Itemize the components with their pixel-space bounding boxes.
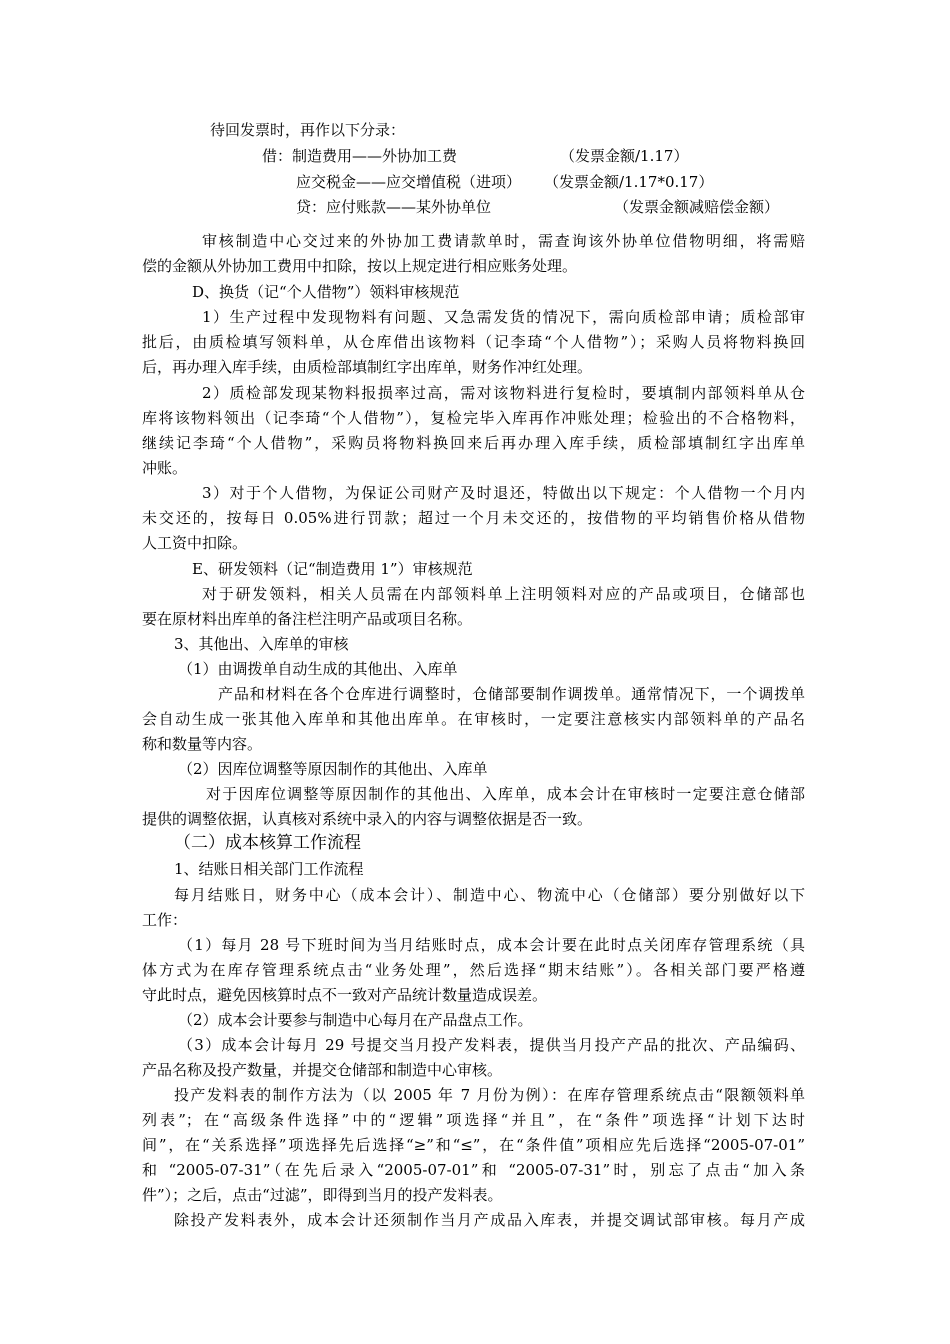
heading-section-2: （二）成本核算工作流程 (174, 833, 361, 853)
heading-3-2: （2）因库位调整等原因制作的其他出、入库单 (178, 760, 488, 778)
paragraph-d3: 3）对于个人借物，为保证公司财产及时退还，特做出以下规定：个人借物一个月内 (202, 484, 805, 502)
journal-intro: 待回发票时，再作以下分录： (210, 121, 406, 139)
journal-credit-account: 贷：应付账款——某外协单位 (296, 198, 492, 216)
paragraph-close: 每月结账日，财务中心（成本会计）、制造中心、物流中心（仓储部）要分别做好以下 (174, 886, 805, 904)
paragraph-method: 和 “2005-07-31”（在先后录入“2005-07-01”和 “2005-07-31”时，别忘了点击“加入条 (142, 1161, 805, 1179)
paragraph-e: 对于研发领料，相关人员需在内部领料单上注明领料对应的产品或项目，仓储部也 (202, 585, 805, 603)
paragraph-3-1: 产品和材料在各个仓库进行调整时，仓储部要制作调拨单。通常情况下，一个调拨单 (218, 685, 805, 703)
paragraph-e: 要在原材料出库单的备注栏注明产品或项目名称。 (142, 610, 473, 628)
heading-3: 3、其他出、入库单的审核 (174, 635, 349, 653)
paragraph-d2: 继续记李琦“个人借物”，采购员将物料换回来后再办理入库手续，质检部填制红字出库单 (142, 434, 805, 452)
paragraph-3-2: 提供的调整依据，认真核对系统中录入的内容与调整依据是否一致。 (142, 810, 593, 828)
paragraph-3-1: 称和数量等内容。 (142, 735, 263, 753)
paragraph-3-2: 对于因库位调整等原因制作的其他出、入库单，成本会计在审核时一定要注意仓储部 (206, 785, 805, 803)
paragraph-method: 件”）；之后，点击“过滤”，即得到当月的投产发料表。 (142, 1186, 503, 1204)
heading-3-1: （1）由调拨单自动生成的其他出、入库单 (178, 660, 458, 678)
heading-d: D、换货（记“个人借物”）领料审核规范 (192, 283, 460, 301)
paragraph-outsource: 偿的金额从外协加工费用中扣除，按以上规定进行相应账务处理。 (142, 257, 578, 275)
heading-e: E、研发领料（记“制造费用 1”）审核规范 (192, 560, 473, 578)
paragraph-c3: 产品名称及投产数量，并提交仓储部和制造中心审核。 (142, 1061, 503, 1079)
paragraph-outsource: 审核制造中心交过来的外协加工费请款单时，需查询该外协单位借物明细，将需赔 (202, 232, 805, 250)
paragraph-d3: 人工资中扣除。 (142, 534, 248, 552)
paragraph-3-1: 会自动生成一张其他入库单和其他出库单。在审核时，一定要注意核实内部领料单的产品名 (142, 710, 805, 728)
paragraph-c1: 体方式为在库存管理系统点击“业务处理”，然后选择“期末结账”）。各相关部门要严格遵 (142, 961, 805, 979)
paragraph-d2: 库将该物料领出（记李琦“个人借物”），复检完毕入库再作冲账处理；检验出的不合格物料， (142, 409, 805, 427)
journal-debit-amount: （发票金额/1.17） (560, 147, 689, 165)
paragraph-d1: 后，再办理入库手续，由质检部填制红字出库单，财务作冲红处理。 (142, 358, 593, 376)
paragraph-d1: 1）生产过程中发现物料有问题、又急需发货的情况下，需向质检部申请；质检部审 (202, 308, 805, 326)
paragraph-method: 间”，在“关系选择”项选择先后选择“≥”和“≤”，在“条件值”项相应先后选择“2005-07-01” (142, 1136, 805, 1154)
paragraph-close: 工作： (142, 911, 188, 929)
journal-credit-amount: （发票金额减赔偿金额） (614, 198, 780, 216)
paragraph-c1: 守此时点，避免因核算时点不一致对产品统计数量造成误差。 (142, 986, 548, 1004)
paragraph-last: 除投产发料表外，成本会计还须制作当月产成品入库表，并提交调试部审核。每月产成 (174, 1211, 805, 1229)
paragraph-d1: 批后，由质检填写领料单，从仓库借出该物料（记李琦“个人借物”）；采购人员将物料换回 (142, 333, 805, 351)
paragraph-d2: 2）质检部发现某物料报损率过高，需对该物料进行复检时，要填制内部领料单从仓 (202, 384, 805, 402)
journal-tax-amount: （发票金额/1.17*0.17） (544, 173, 714, 191)
paragraph-method: 投产发料表的制作方法为（以 2005 年 7 月份为例）：在库存管理系统点击“限额领料单 (174, 1086, 805, 1104)
heading-2-1: 1、结账日相关部门工作流程 (174, 860, 364, 878)
paragraph-d2: 冲账。 (142, 459, 188, 477)
paragraph-c2: （2）成本会计要参与制造中心每月在产品盘点工作。 (178, 1011, 533, 1029)
paragraph-d3: 未交还的，按每日 0.05%进行罚款；超过一个月未交还的，按借物的平均销售价格从借物 (142, 509, 805, 527)
paragraph-method: 列表”；在“高级条件选择”中的“逻辑”项选择“并且”，在“条件”项选择“计划下达时 (142, 1111, 805, 1129)
journal-debit-account: 借：制造费用——外协加工费 (262, 147, 458, 165)
paragraph-c3: （3）成本会计每月 29 号提交当月投产发料表，提供当月投产产品的批次、产品编码、 (178, 1036, 805, 1054)
journal-tax-account: 应交税金——应交增值税（进项） (296, 173, 522, 191)
paragraph-c1: （1）每月 28 号下班时间为当月结账时点，成本会计要在此时点关闭库存管理系统（具 (178, 936, 805, 954)
